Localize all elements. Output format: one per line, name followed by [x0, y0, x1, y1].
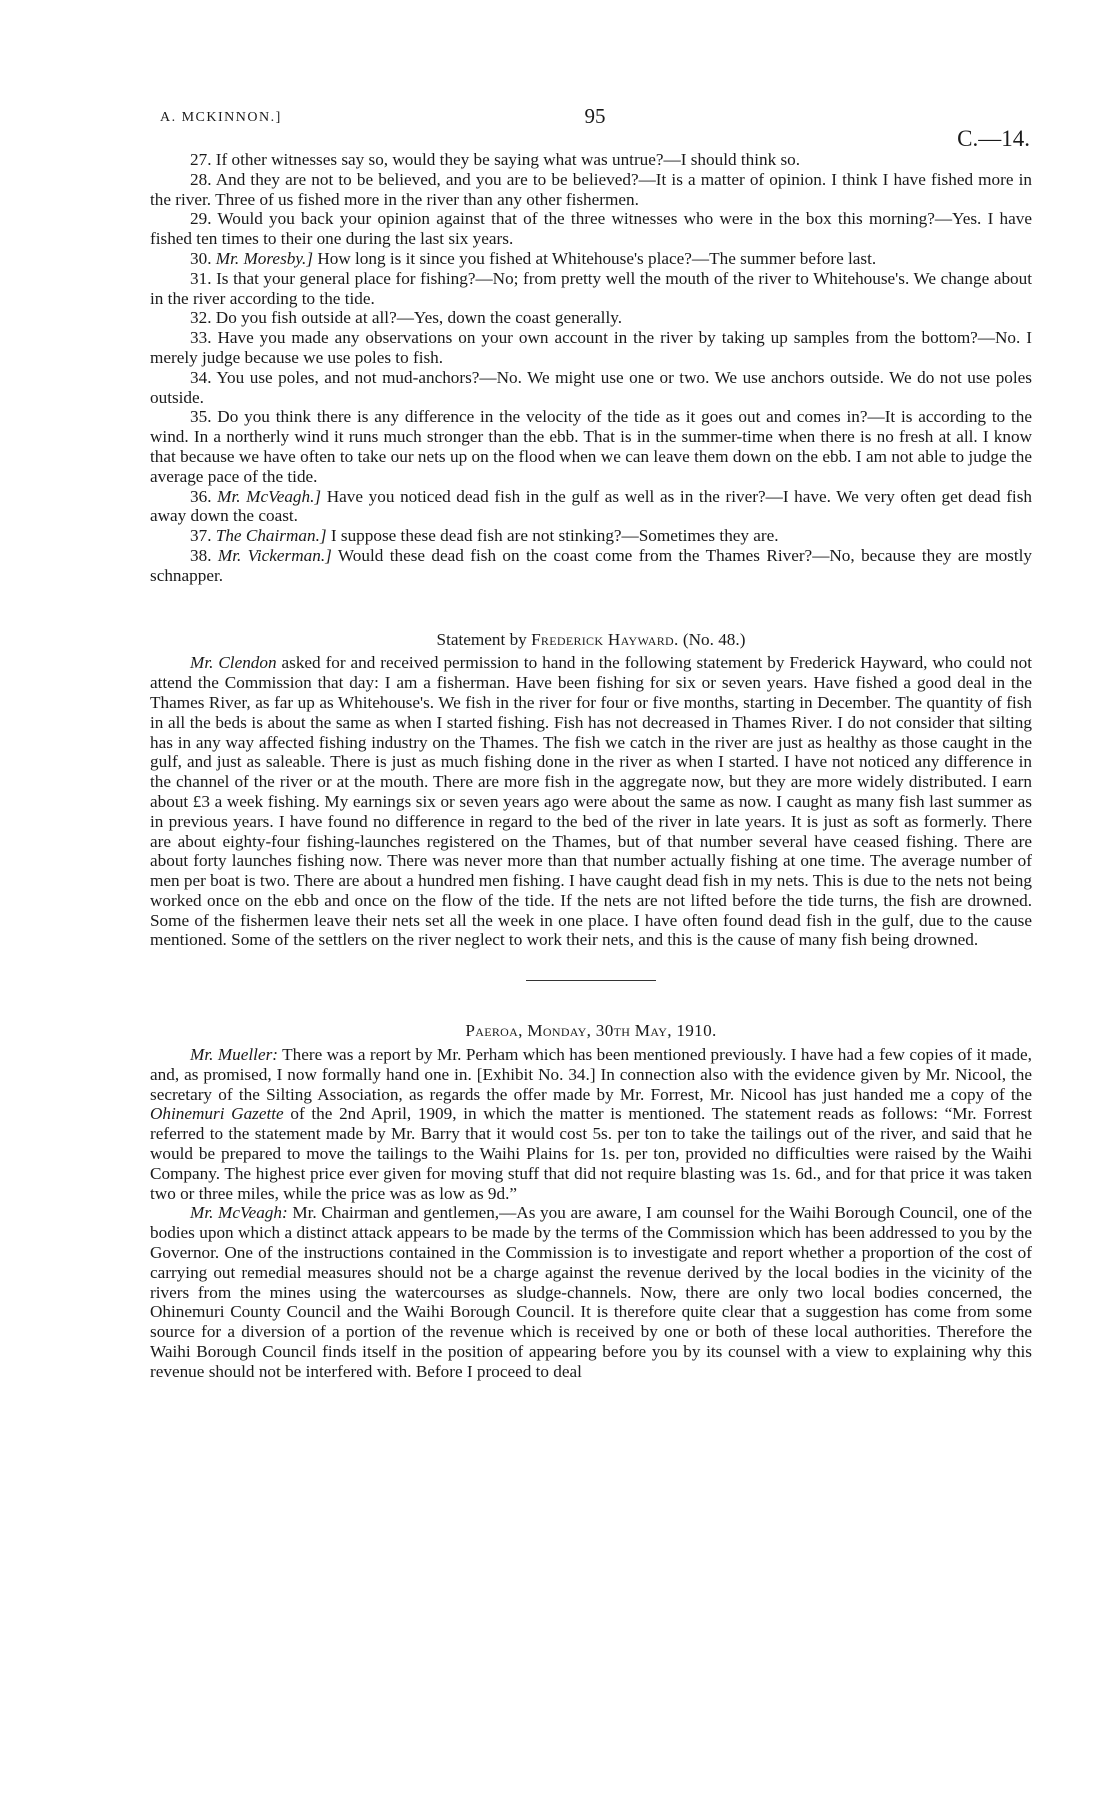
- qa-paragraph: 38. Mr. Vickerman.] Would these dead fish on the coast come from the Thames River?—No, because they are mostly schnapper.: [150, 545, 1032, 585]
- qa-paragraph: 36. Mr. McVeagh.] Have you noticed dead fish in the gulf as well as in the river?—I have. We very often get dead fish away down the coast.: [150, 486, 1032, 526]
- mueller-paragraph: Mr. Mueller: There was a report by Mr. Perham which has been mentioned previously. I have had a few copies of it made, and, as promised, I now formally hand one in. [Exhibit No. 34.] In connection also with the evidence given by Mr. Nicool, the secretary of the Silting Association, as regards the offer made by Mr. Forrest, Mr. Nicool has just handed me a copy of the Ohinemuri Gazette of the 2nd April, 1909, in which the matter is mentioned. The statement reads as follows: “Mr. Forrest referred to the statement made by Mr. Barry that it would cost 5s. per ton to take the tailings out of the river, and said that he would be prepared to move the tailings to the Waihi Plains for 1s. per ton, provided no difficulties were raised by the Waihi Company. The highest price ever given for moving stuff that did not require blasting was 1s. 6d., and for that price it was taken two or three miles, while the price was as low as 9d.”: [150, 1045, 1032, 1203]
- speaker: Mr. Moresby.]: [215, 248, 314, 268]
- qa-paragraph: 31. Is that your general place for fishing?—No; from pretty well the mouth of the river to Whitehouse's. We change about in the river according to the tide.: [150, 268, 1033, 308]
- page-header: [160, 104, 1030, 151]
- qa-paragraph: 29. Would you back your opinion against that of the three witnesses who were in the box this morning?—Yes. I have fished ten times to their one during the last six years.: [150, 209, 1032, 249]
- document-body: [150, 150, 1032, 1382]
- qa-paragraph: 27. If other witnesses say so, would they be saying what was untrue?—I should think so.: [190, 150, 801, 169]
- qa-paragraph: 35. Do you think there is any difference in the velocity of the tide as it goes out and comes in?—It is according to the wind. In a northerly wind it runs much stronger than the ebb. That is in the summer-time when there is no fresh at all. I know that because we have often to take our nets up on the flood when we can leave them down on the ebb. I am not able to judge the average pace of the tide.: [150, 407, 1032, 486]
- speaker: Mr. Vickerman.]: [217, 545, 332, 565]
- qa-paragraph: 37. The Chairman.] I suppose these dead fish are not stinking?—Sometimes they are.: [190, 526, 779, 546]
- speaker: Mr. McVeagh:: [190, 1203, 288, 1223]
- qa-paragraph: 33. Have you made any observations on your own account in the river by taking up samples from the bottom?—No. I merely judge because we use poles to fish.: [150, 328, 1032, 367]
- speaker: Mr. Clendon: [190, 653, 277, 673]
- page-number: 95: [584, 104, 606, 128]
- qa-paragraph: 28. And they are not to be believed, and you are to be believed?—It is a matter of opinion. I think I have fished more in the river. Three of us fished more in the river than any other fishermen.: [150, 169, 1032, 209]
- speaker: The Chairman.]: [215, 526, 327, 546]
- qa-paragraph: 32. Do you fish outside at all?—Yes, down the coast generally.: [190, 308, 623, 328]
- qa-paragraph: 30. Mr. Moresby.] How long is it since you fished at Whitehouse's place?—The summer before last.: [190, 248, 877, 268]
- statement-paragraph: Mr. Clendon asked for and received permission to hand in the following statement by Frederick Hayward, who could not attend the Commission that day: I am a fisherman. Have been fishing for six or seven years. Have fished a good deal in the Thames River, as far up as Whitehouse's. We fish in the river for four or five months, starting in December. The quantity of fish in all the beds is about the same as when I started fishing. Fish has not decreased in Thames River. I do not consider that silting has in any way affected fishing industry on the Thames. The fish we catch in the river are just as healthy as those caught in the gulf, and just as saleable. There is just as much fishing done in the river as when I started. I have not noticed any difference in the channel of the river or at the mouth. There are more fish in the aggregate now, but they are more widely distributed. I earn about £3 a week fishing. My earnings six or seven years ago were about the same as now. I caught as many fish last summer as in previous years. I have found no difference in regard to the bed of the river in late years. It is just as soft as formerly. There are about eighty-four fishing-launches registered on the Thames, but of that number several have ceased fishing. There are about forty launches fishing now. There was never more than that number actually fishing at one time. The average number of men per boat is two. There are about a hundred men fishing. I have caught dead fish in my nets. This is due to the nets not being worked once on the ebb and once on the flow of the tide. If the nets are not lifted before the tide turns, the fish are drowned. Some of the fishermen leave their nets set all the week in one place. I have often found dead fish in the gulf, due to the cause mentioned. Some of the settlers on the river neglect to work their nets, and this is the cause of many fish being drowned.: [150, 653, 1033, 950]
- qa-paragraph: 34. You use poles, and not mud-anchors?—No. We might use one or two. We use anchors outside. We do not use poles outside.: [150, 367, 1032, 407]
- speaker: Mr. McVeagh.]: [217, 486, 322, 506]
- mcveagh-paragraph: Mr. McVeagh: Mr. Chairman and gentlemen,—As you are aware, I am counsel for the Waihi Borough Council, one of the bodies upon which a distinct attack appears to be made by the terms of the Commission which has been addressed to you by the Governor. One of the instructions contained in the Commission is to investigate and report whether a proportion of the cost of carrying out remedial measures should not be a charge against the revenue derived by the local bodies in the vicinity of the rivers from the mines using the watercourses as sludge-channels. Now, there are only two local bodies concerned, the Ohinemuri County Council and the Waihi Borough Council. It is therefore quite clear that a suggestion has come from some source for a diversion of a portion of the revenue which is received by one or both of these local authorities. Therefore the Waihi Borough Council finds itself in the position of appearing before you by its counsel with a view to explaining why this revenue should not be interfered with. Before I proceed to deal: [150, 1203, 1032, 1381]
- spacer: [150, 586, 1032, 630]
- header-author: A. MCKINNON.]: [160, 110, 282, 125]
- speaker: Mr. Mueller:: [190, 1045, 278, 1065]
- session-title: Paeroa, Monday, 30th May, 1910.: [465, 1021, 717, 1041]
- statement-title: Statement by Frederick Hayward. (No. 48.): [436, 629, 746, 649]
- newspaper-name: Ohinemuri Gazette: [150, 1104, 284, 1124]
- document-code: C.—14.: [957, 126, 1030, 151]
- section-divider: [526, 980, 656, 981]
